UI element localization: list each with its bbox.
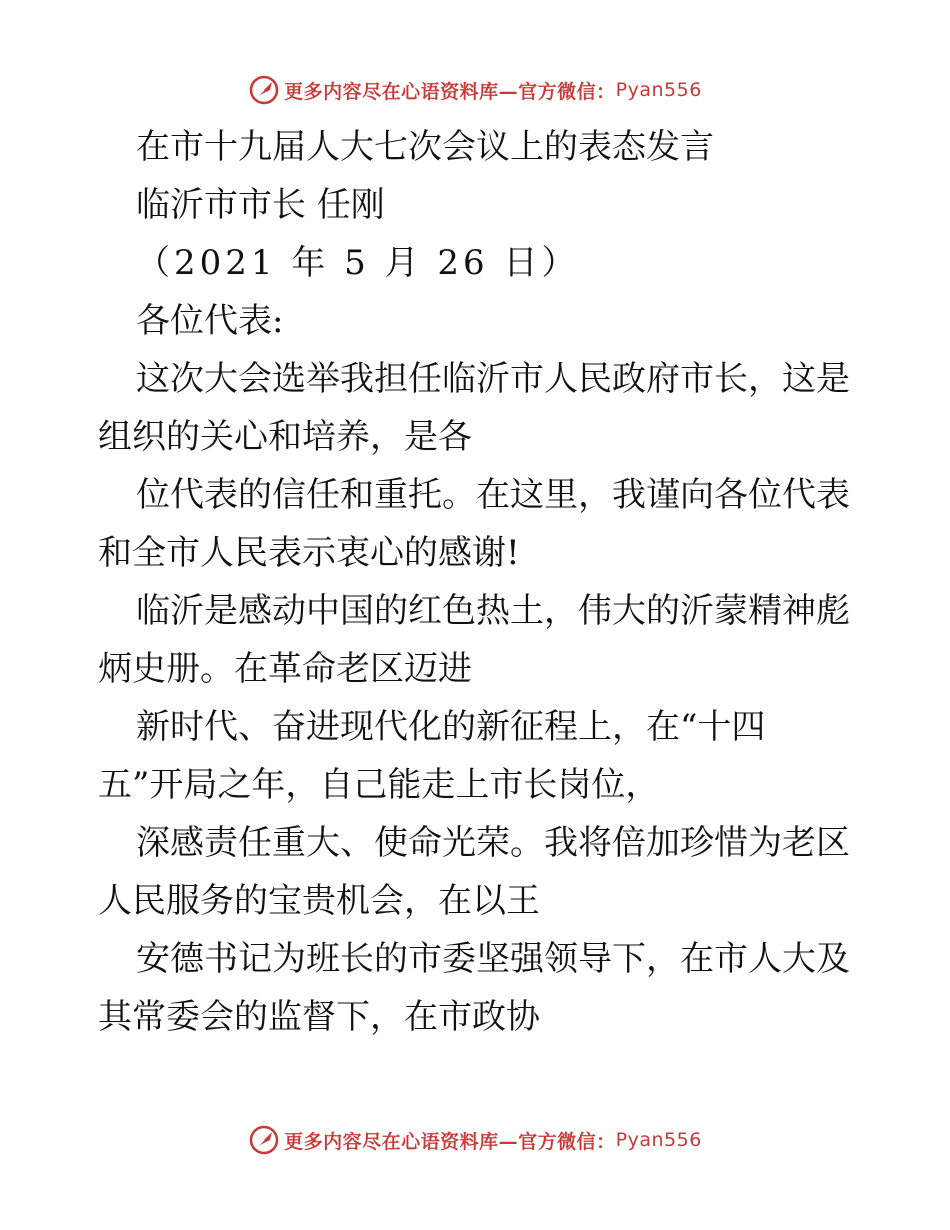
watermark-text: 更多内容尽在心语资料库—官方微信： [284,1130,616,1153]
body-line: 其常委会的监督下，在市政协 [98,997,540,1037]
body-line: 炳史册。在革命老区迈进 [98,649,472,689]
date-line: （2021 年 5 月 26 日） [136,243,580,283]
body-line: 和全市人民表示衷心的感谢! [98,533,520,573]
speaker-line: 临沂市市长 任刚 [136,185,385,225]
body-line: 五”开局之年，自己能走上市长岗位， [98,765,660,805]
body-line: 组织的关心和培养，是各 [98,417,472,457]
document-title: 在市十九届人大七次会议上的表态发言 [136,127,714,167]
salutation: 各位代表: [136,301,284,341]
watermark-wechat-id: Pyan556 [615,79,702,101]
quill-pen-circle-icon [248,1124,280,1156]
body-line: 临沂是感动中国的红色热土，伟大的沂蒙精神彪 [136,591,850,631]
body-line: 位代表的信任和重托。在这里，我谨向各位代表 [136,475,850,515]
watermark-footer [0,1120,950,1160]
body-line: 安德书记为班长的市委坚强领导下，在市人大及 [136,939,850,979]
body-line: 深感责任重大、使命光荣。我将倍加珍惜为老区 [136,823,850,863]
watermark-text: 更多内容尽在心语资料库—官方微信： [284,80,616,103]
body-line: 这次大会选举我担任临沂市人民政府市长，这是 [136,359,850,399]
body-line: 人民服务的宝贵机会，在以王 [98,881,540,921]
body-line: 新时代、奋进现代化的新征程上，在“十四 [136,707,766,747]
watermark-wechat-id: Pyan556 [615,1129,702,1151]
